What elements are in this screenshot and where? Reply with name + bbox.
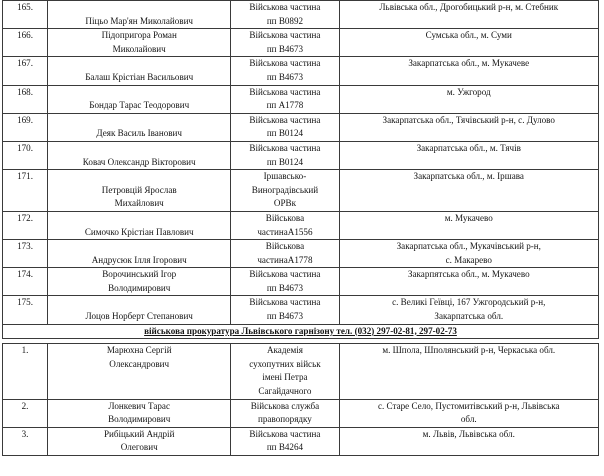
address-line: м. Львів, Львівська обл. (422, 428, 515, 439)
table-row (3, 170, 599, 212)
person-name (48, 29, 231, 57)
address (339, 427, 598, 455)
registry-table-part-1 (2, 0, 599, 339)
address-line: с. Великі Геївці, 167 Ужгородський р-н, (392, 297, 546, 308)
military-unit (231, 1, 339, 29)
person-name (48, 170, 231, 212)
unit-line: правопорядку (258, 414, 312, 425)
row-number: 167. (3, 57, 48, 85)
unit-line: Військова (265, 212, 305, 223)
section-header-row (3, 324, 599, 339)
address-line: с. Макарево (445, 254, 492, 265)
row-number: 168. (3, 85, 48, 113)
name-line: Симочко Крістіан Павлович (84, 226, 194, 237)
address (339, 268, 598, 296)
address-line: Закарпатська обл., Тячівський р-н, с. Дулово (382, 114, 555, 125)
unit-line: пп В4673 (266, 43, 304, 54)
military-unit (231, 427, 339, 455)
name-line: Лоцов Норберт Степанович (85, 311, 193, 322)
unit-line: Сагайдачного (258, 386, 312, 397)
address-line: Львівська обл., Дрогобицький р-н, м. Стебник (379, 2, 559, 12)
address-line: с. Старе Село, Пустомитівський р-н, Львівська (377, 400, 560, 411)
unit-line: Військова частина (249, 428, 321, 439)
unit-line: Академія (266, 345, 303, 356)
name-line: Марюхна Сергій (106, 345, 172, 356)
table-row (3, 1, 599, 29)
military-unit (231, 344, 339, 399)
person-name (48, 268, 231, 296)
row-number: 170. (3, 141, 48, 169)
address-line: Закарпятська обл., м. Мукачево (407, 269, 530, 280)
address (339, 211, 598, 239)
row-number: 165. (3, 1, 48, 29)
table-row (3, 29, 599, 57)
table-body-part-1 (3, 1, 599, 339)
table-row (3, 268, 599, 296)
table-row (3, 141, 599, 169)
unit-line: Військова частина (249, 30, 321, 41)
unit-line: ОРВк (273, 198, 296, 209)
unit-line: пп В0892 (266, 15, 304, 26)
address-line: Закарпатська обл., Мукачівський р-н, (396, 241, 541, 252)
name-line: Підопригора Роман (101, 30, 177, 41)
unit-line: Військова частина (249, 269, 321, 280)
address-line: м. Шпола, Шполянський р-н, Черкаська обл. (382, 345, 556, 356)
military-unit (231, 296, 339, 324)
unit-line: Військова частина (249, 142, 321, 153)
row-number: 172. (3, 211, 48, 239)
table-row (3, 344, 599, 399)
row-number: 1. (3, 344, 48, 399)
person-name (48, 57, 231, 85)
row-number: 171. (3, 170, 48, 212)
unit-line: Іршавсько- (263, 171, 307, 182)
row-number: 175. (3, 296, 48, 324)
military-unit (231, 399, 339, 427)
address-line: Закарпатська обл., м. Іршава (413, 171, 524, 182)
table-row (3, 296, 599, 324)
person-name (48, 427, 231, 455)
address (339, 399, 598, 427)
table-row (3, 240, 599, 268)
person-name (48, 240, 231, 268)
unit-line: пп В4673 (266, 71, 304, 82)
address (339, 29, 598, 57)
address (339, 1, 598, 29)
unit-line: частинаА1778 (257, 254, 313, 265)
name-line: Балаш Крістіан Васильович (85, 71, 194, 82)
section-header-text: військова прокуратура Львівського гарнізону тел. (032) 297-02-81, 297-02-73 (144, 325, 457, 336)
address-line: Закарпатська обл. (434, 311, 504, 322)
address-line: Закарпатська обл., м. Мукачеве (408, 58, 530, 69)
military-unit (231, 170, 339, 212)
person-name (48, 141, 231, 169)
address (339, 57, 598, 85)
name-line: Петровцій Ярослав (101, 184, 177, 195)
address-line: Закарпатська обл., м. Тячів (416, 142, 521, 153)
person-name (48, 85, 231, 113)
name-line: Миколайович (112, 43, 166, 54)
table-row (3, 85, 599, 113)
unit-line: Військова частина (249, 86, 321, 97)
address-line: м. Ужгород (446, 86, 491, 97)
person-name (48, 344, 231, 399)
row-number: 166. (3, 29, 48, 57)
section-header (3, 324, 599, 339)
unit-line: сухопутних військ (249, 358, 321, 369)
row-number: 2. (3, 399, 48, 427)
person-name (48, 113, 231, 141)
address (339, 170, 598, 212)
address (339, 296, 598, 324)
unit-line: Виноградівський (251, 184, 319, 195)
military-unit (231, 57, 339, 85)
unit-line: Військова частина (249, 2, 321, 12)
name-line: Бондар Тарас Теодорович (89, 100, 190, 111)
row-number: 3. (3, 427, 48, 455)
unit-line: пп В4264 (266, 442, 304, 453)
name-line: Володимирович (108, 282, 171, 293)
unit-line: пп В4673 (266, 282, 304, 293)
registry-table-part-2 (2, 343, 599, 456)
person-name (48, 296, 231, 324)
name-line: Рибіцький Андрій (103, 428, 175, 439)
name-line: Ковач Олександр Вікторович (82, 156, 196, 167)
person-name (48, 211, 231, 239)
unit-line: частинаА1556 (257, 226, 313, 237)
row-number: 173. (3, 240, 48, 268)
name-line: Піцьо Мар'ян Миколайович (85, 15, 194, 26)
table-row (3, 427, 599, 455)
unit-line: пп В4673 (266, 311, 304, 322)
address (339, 344, 598, 399)
name-line: Олександрович (109, 358, 170, 369)
name-line: Олегович (120, 442, 158, 453)
name-line: Володимирович (108, 414, 171, 425)
unit-line: пп В0124 (266, 156, 304, 167)
military-unit (231, 141, 339, 169)
unit-line: Військова частина (249, 58, 321, 69)
unit-line: Військова частина (249, 114, 321, 125)
military-unit (231, 211, 339, 239)
name-line: Ворочинський Ігор (102, 269, 177, 280)
unit-line: пп В0124 (266, 128, 304, 139)
row-number: 169. (3, 113, 48, 141)
name-line: Михайлович (114, 198, 164, 209)
address-line: м. Мукачево (444, 212, 493, 223)
unit-line: Військова служба (250, 400, 320, 411)
table-row (3, 57, 599, 85)
name-line: Лонкевич Тарас (108, 400, 170, 411)
unit-line: пп А1778 (266, 100, 304, 111)
table-row (3, 399, 599, 427)
unit-line: імені Петра (262, 372, 308, 383)
address (339, 113, 598, 141)
address (339, 85, 598, 113)
person-name (48, 399, 231, 427)
name-line: Деяк Василь Іванович (96, 128, 182, 139)
military-unit (231, 113, 339, 141)
table-body-part-2 (3, 344, 599, 456)
row-number: 174. (3, 268, 48, 296)
military-unit (231, 85, 339, 113)
address (339, 240, 598, 268)
unit-line: Військова (265, 241, 305, 252)
military-unit (231, 29, 339, 57)
person-name (48, 1, 231, 29)
military-unit (231, 240, 339, 268)
military-unit (231, 268, 339, 296)
table-row (3, 113, 599, 141)
address-line: Сумська обл., м. Суми (425, 30, 512, 41)
name-line: Андрусюк Ілля Ігорович (91, 254, 187, 265)
unit-line: Військова частина (249, 297, 321, 308)
address (339, 141, 598, 169)
table-row (3, 211, 599, 239)
address-line: обл. (460, 414, 477, 425)
